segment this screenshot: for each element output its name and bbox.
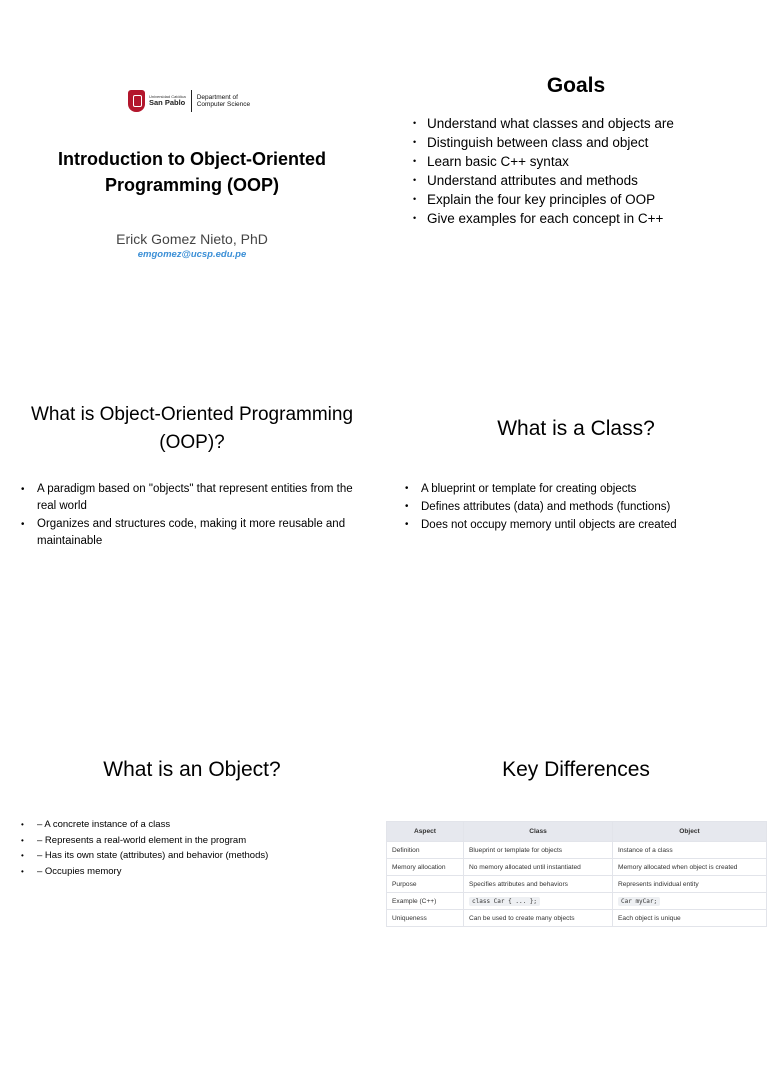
- slide-heading: What is an Object?: [103, 758, 281, 781]
- table-cell: Can be used to create many objects: [464, 910, 613, 927]
- author-email: emgomez@ucsp.edu.pe: [137, 249, 247, 260]
- table-row: [387, 842, 767, 859]
- list-item: • A blueprint or template for creating objects: [405, 480, 750, 498]
- column-header: Class: [464, 822, 613, 842]
- slide-heading: What is a Class?: [497, 417, 655, 440]
- logo-department-line1: Department of: [196, 93, 238, 101]
- list-item: • Distinguish between class and object: [411, 133, 761, 152]
- code-snippet: Car myCar;: [618, 897, 660, 906]
- table-cell: Each object is unique: [613, 910, 767, 927]
- table-cell: [613, 893, 767, 910]
- class-list: [405, 480, 750, 534]
- slide-what-is-object: [0, 740, 384, 1080]
- column-header: Object: [613, 822, 767, 842]
- list-item: • Defines attributes (data) and methods (functions): [405, 498, 750, 516]
- logo-divider: [191, 90, 192, 112]
- table-cell: Purpose: [387, 876, 464, 893]
- list-item: • – Has its own state (attributes) and behavior (methods): [21, 848, 366, 864]
- list-item: • Organizes and structures code, making it more reusable and maintainable: [21, 516, 366, 550]
- differences-table: [386, 821, 767, 927]
- table-cell: Specifies attributes and behaviors: [464, 876, 613, 893]
- slide-heading: Key Differences: [502, 758, 650, 781]
- table-cell: Memory allocated when object is created: [613, 859, 767, 876]
- slide-title: [0, 48, 384, 388]
- logo-department-line2: Computer Science: [196, 101, 251, 108]
- code-snippet: class Car { ... };: [469, 897, 540, 906]
- list-item: • Understand what classes and objects are: [411, 114, 761, 133]
- list-item: • Give examples for each concept in C++: [411, 209, 761, 228]
- differences-table-wrap: [386, 821, 766, 927]
- list-item: • – A concrete instance of a class: [21, 817, 366, 833]
- table-cell: Uniqueness: [387, 910, 464, 927]
- list-item: • Does not occupy memory until objects are created: [405, 516, 750, 534]
- table-cell: Definition: [387, 842, 464, 859]
- university-seal-icon: [128, 90, 145, 112]
- table-cell: Blueprint or template for objects: [464, 842, 613, 859]
- list-item: • – Represents a real-world element in the program: [21, 833, 366, 849]
- table-row: [387, 859, 767, 876]
- oop-list: [21, 481, 366, 551]
- table-row: [387, 876, 767, 893]
- slide-heading: Goals: [546, 74, 606, 97]
- table-cell: Example (C++): [387, 893, 464, 910]
- slide-goals: [384, 48, 768, 388]
- list-item: • Learn basic C++ syntax: [411, 152, 761, 171]
- table-row: [387, 893, 767, 910]
- list-item: • – Occupies memory: [21, 864, 366, 880]
- author-name: Erick Gomez Nieto, PhD: [116, 231, 268, 247]
- object-list: [21, 817, 366, 879]
- table-cell: No memory allocated until instantiated: [464, 859, 613, 876]
- table-cell: Memory allocation: [387, 859, 464, 876]
- list-item: • A paradigm based on "objects" that represent entities from the real world: [21, 481, 366, 515]
- list-item: • Explain the four key principles of OOP: [411, 190, 761, 209]
- goals-list: [411, 114, 761, 228]
- slide-what-is-oop: [0, 390, 384, 730]
- university-logo: [128, 88, 250, 114]
- presentation-title: Introduction to Object-Oriented Programming (OOP): [58, 149, 326, 195]
- slide-what-is-class: [384, 390, 768, 730]
- list-item: • Understand attributes and methods: [411, 171, 761, 190]
- slide-heading: What is Object-Oriented Programming (OOP)?: [30, 404, 354, 453]
- logo-university-name: San Pablo: [149, 98, 186, 108]
- slide-key-differences: [384, 740, 768, 1080]
- table-cell: [464, 893, 613, 910]
- column-header: Aspect: [387, 822, 464, 842]
- table-cell: Instance of a class: [613, 842, 767, 859]
- table-cell: Represents individual entity: [613, 876, 767, 893]
- table-header-row: [387, 822, 767, 842]
- logo-university-small: Universidad Católica: [149, 94, 186, 100]
- table-row: [387, 910, 767, 927]
